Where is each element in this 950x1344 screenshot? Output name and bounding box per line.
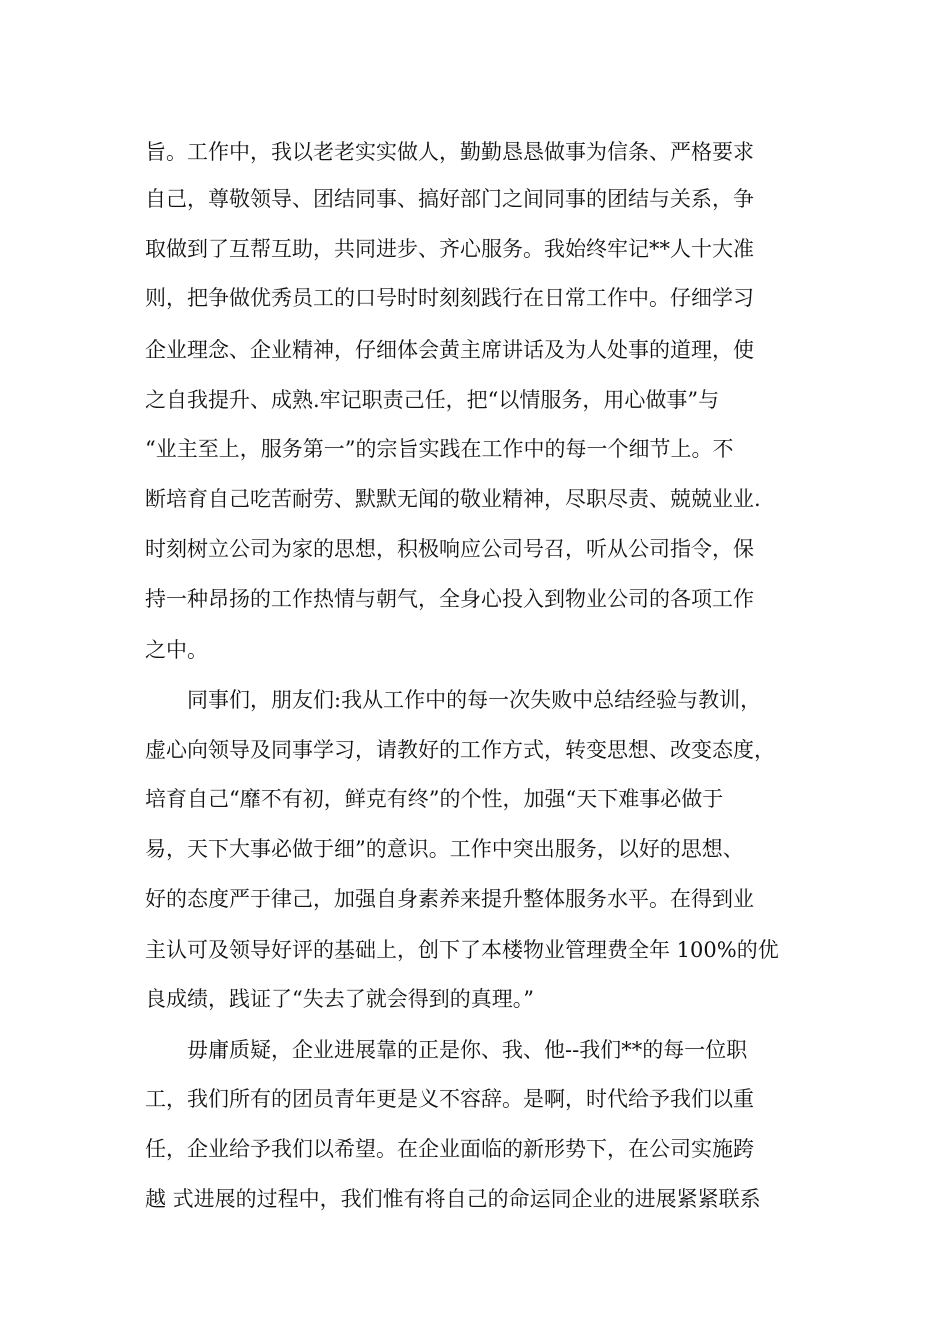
- body-text-line: 易，天下大事必做于细”的意识。工作中突出服务，以好的思想、: [145, 837, 744, 861]
- body-text-line: 良成绩，践证了“失去了就会得到的真理。”: [145, 987, 534, 1011]
- body-text-line: 之自我提升、成熟.牢记职责己任，把“以情服务，用心做事”与: [145, 388, 720, 412]
- body-text-line: 自己，尊敬领导、团结同事、搞好部门之间同事的团结与关系，争: [145, 187, 754, 211]
- body-text-line: 断培育自己吃苦耐劳、默默无闻的敬业精神，尽职尽责、兢兢业业.: [145, 487, 761, 511]
- body-text-line: 任，企业给予我们以希望。在企业面临的新形势下，在公司实施跨: [145, 1137, 754, 1161]
- body-text-line: 主认可及领导好评的基础上，创下了本楼物业管理费全年 100%的优: [145, 938, 779, 962]
- body-text-line: 越 式进展的过程中，我们惟有将自己的命运同企业的进展紧紧联系: [145, 1187, 761, 1211]
- body-text-line: 好的态度严于律己，加强自身素养来提升整体服务水平。在得到业: [145, 887, 754, 911]
- body-text-line: 持一种昂扬的工作热情与朝气，全身心投入到物业公司的各项工作: [145, 587, 754, 611]
- body-text-line: 取做到了互帮互助，共同进步、齐心服务。我始终牢记**人十大准: [145, 237, 754, 261]
- body-text-line: 企业理念、企业精神，仔细体会黄主席讲话及为人处事的道理，使: [145, 338, 754, 362]
- body-text-line: 工，我们所有的团员青年更是义不容辞。是啊，时代给予我们以重: [145, 1087, 754, 1111]
- body-text-line: 虚心向领导及同事学习，请教好的工作方式，转变思想、改变态度，: [145, 738, 775, 762]
- paragraph-first-line: 同事们，朋友们:我从工作中的每一次失败中总结经验与教训，: [187, 688, 762, 712]
- body-text-line: 培育自己“靡不有初，鲜克有终”的个性，加强“天下难事必做于: [145, 787, 724, 811]
- body-text-line: 则，把争做优秀员工的口号时时刻刻践行在日常工作中。仔细学习: [145, 286, 754, 310]
- body-text-line: 之中。: [145, 638, 208, 662]
- body-text-line: 旨。工作中，我以老老实实做人，勤勤恳恳做事为信条、严格要求: [145, 140, 754, 164]
- body-text-line: “业主至上，服务第一”的宗旨实践在工作中的每一个细节上。不: [145, 437, 734, 461]
- body-text-line: 时刻树立公司为家的思想，积极响应公司号召，听从公司指令，保: [145, 537, 754, 561]
- paragraph-first-line: 毋庸质疑，企业进展靠的正是你、我、他--我们**的每一位职: [187, 1038, 748, 1062]
